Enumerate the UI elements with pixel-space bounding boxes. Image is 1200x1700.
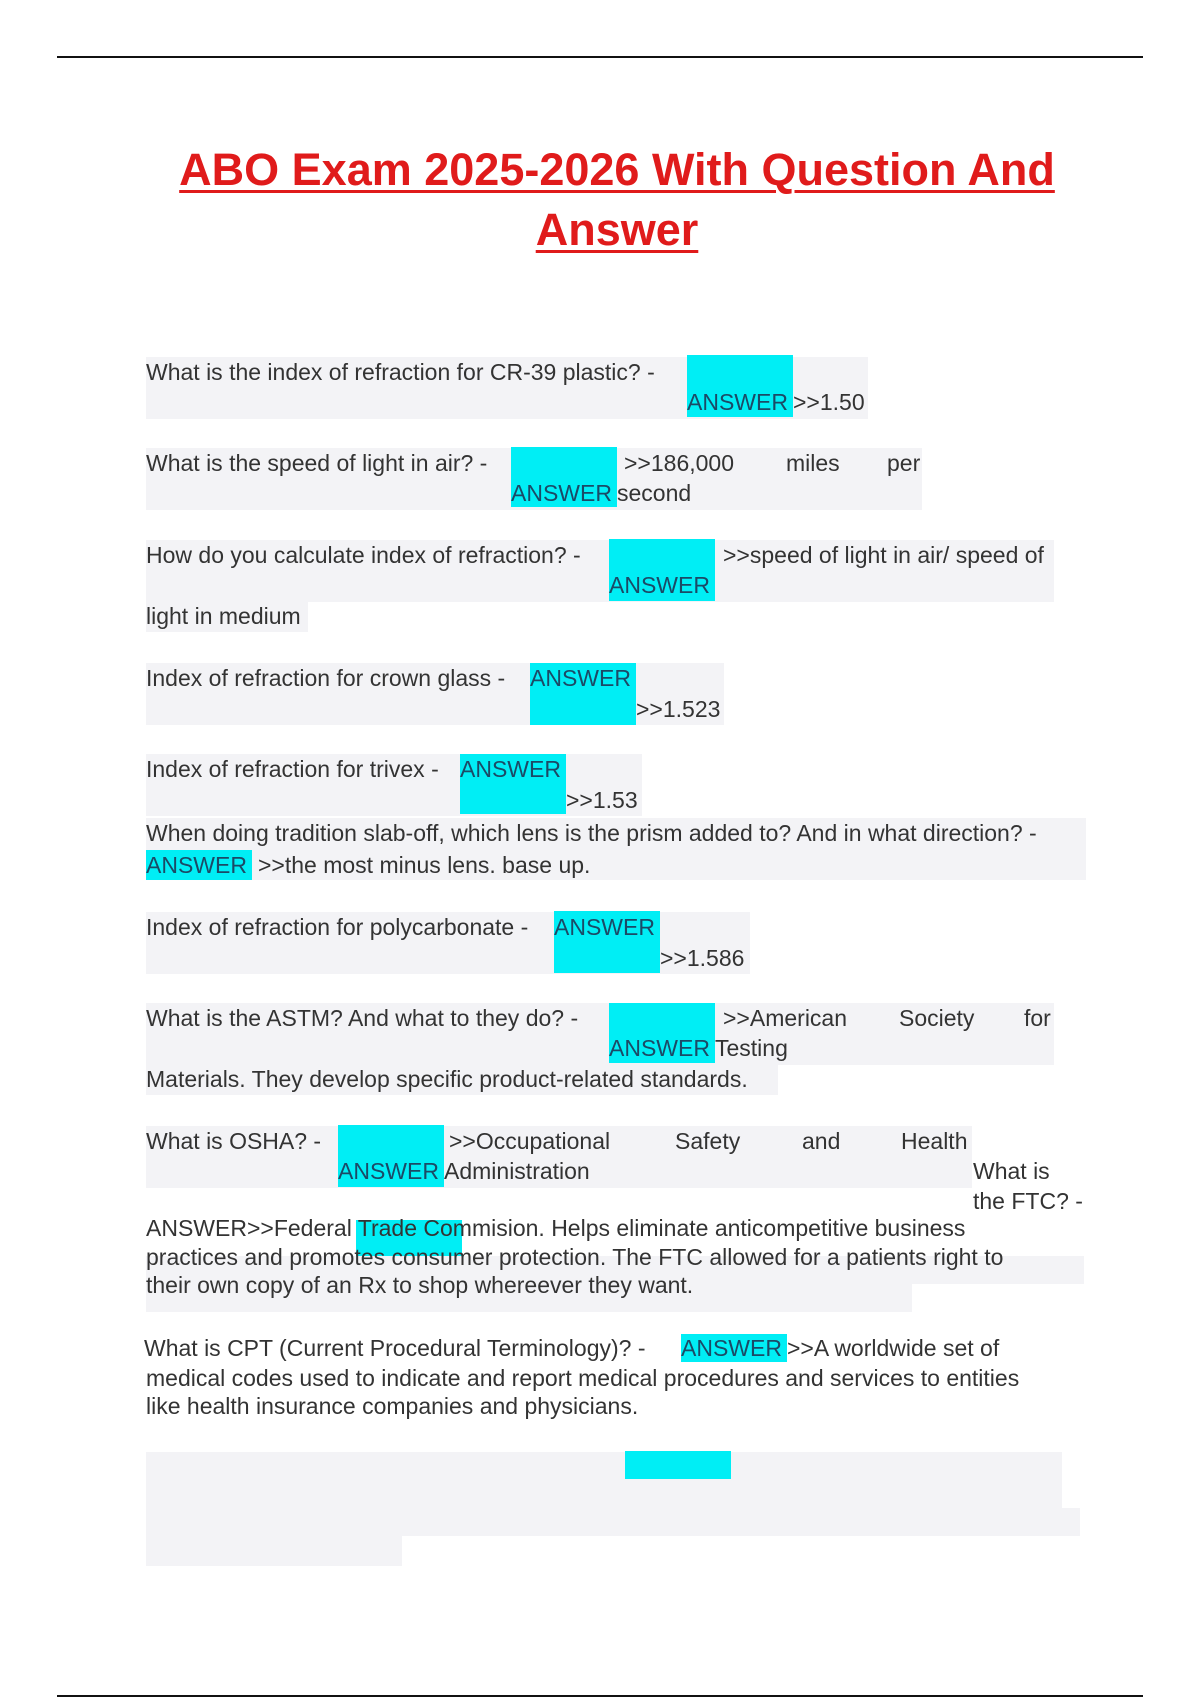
redacted-block-1 [146,1452,1062,1508]
q11-answer-line-2: medical codes used to indicate and report medical procedures and services to entities [146,1365,1020,1391]
document-title: ABO Exam 2025-2026 With Question And Answer [179,144,1055,255]
q10-question-part-b: the FTC? - [973,1188,1083,1214]
q9-answer-part-e: Administration [444,1158,590,1184]
q2-answer-part-d: second [617,480,692,506]
q4-answer-tag: ANSWER [530,665,631,691]
q3-answer-tag: ANSWER [609,572,710,598]
q6-answer-tag: ANSWER [146,850,252,880]
bottom-rule [57,1695,1143,1697]
q8-answer-part-d: Testing [715,1035,788,1061]
q9-answer-part-a: >>Occupational [449,1128,611,1154]
q2-question: What is the speed of light in air? - [146,450,488,476]
q11-answer-line-1: >>A worldwide set of [787,1335,1000,1361]
q9-answer-tag: ANSWER [338,1158,439,1184]
q8-question: What is the ASTM? And what to they do? - [146,1005,579,1031]
q11-question: What is CPT (Current Procedural Terminology)? - [144,1335,646,1361]
q8-answer-part-c: for [1024,1005,1051,1031]
q1-answer-tag: ANSWER [687,389,788,415]
redacted-highlight [625,1451,731,1479]
q2-answer-part-b: miles [786,450,840,476]
q1-answer: >>1.50 [793,389,865,415]
q9-answer-part-c: and [802,1128,841,1154]
q3-answer-line-2: light in medium [146,603,301,629]
q7-answer-tag: ANSWER [554,914,655,940]
q4-answer: >>1.523 [636,696,721,722]
q1-question: What is the index of refraction for CR-39 plastic? - [146,359,655,385]
q3-answer-line-1: >>speed of light in air/ speed of [723,542,1044,568]
q10-answer-line-1: ANSWER>>Federal Trade Commision. Helps eliminate anticompetitive business [146,1215,966,1241]
top-rule [57,56,1143,58]
q11-answer-tag: ANSWER [681,1334,787,1362]
q10-answer-line-3: their own copy of an Rx to shop whereever they want. [146,1272,694,1298]
q2-answer-tag: ANSWER [511,480,612,506]
q2-answer-part-c: per [887,450,921,476]
q8-answer-part-b: Society [899,1005,975,1031]
q7-answer: >>1.586 [660,945,745,971]
q11-answer-line-3: like health insurance companies and physicians. [146,1393,639,1419]
q4-question: Index of refraction for crown glass - [146,665,506,691]
q8-answer-part-e: Materials. They develop specific product-related standards. [146,1066,748,1092]
q6-question: When doing tradition slab-off, which lens is the prism added to? And in what direction? - [146,820,1037,846]
redacted-block-3 [146,1536,402,1566]
q3-question: How do you calculate index of refraction? - [146,542,581,568]
q8-answer-tag: ANSWER [609,1035,710,1061]
q5-question: Index of refraction for trivex - [146,756,439,782]
q2-answer-part-a: >>186,000 [624,450,735,476]
redacted-block-2 [146,1508,1080,1536]
q9-question: What is OSHA? - [146,1128,322,1154]
q5-answer: >>1.53 [566,787,638,813]
q5-answer-tag: ANSWER [460,756,561,782]
q10-answer-line-2: practices and promotes consumer protection. The FTC allowed for a patients right to [146,1244,1004,1270]
q7-question: Index of refraction for polycarbonate - [146,914,529,940]
q9-answer-part-b: Safety [675,1128,741,1154]
q10-question-part-a: What is [973,1158,1050,1184]
q6-answer: >>the most minus lens. base up. [258,852,591,878]
q9-answer-part-d: Health [901,1128,968,1154]
q8-answer-part-a: >>American [723,1005,848,1031]
